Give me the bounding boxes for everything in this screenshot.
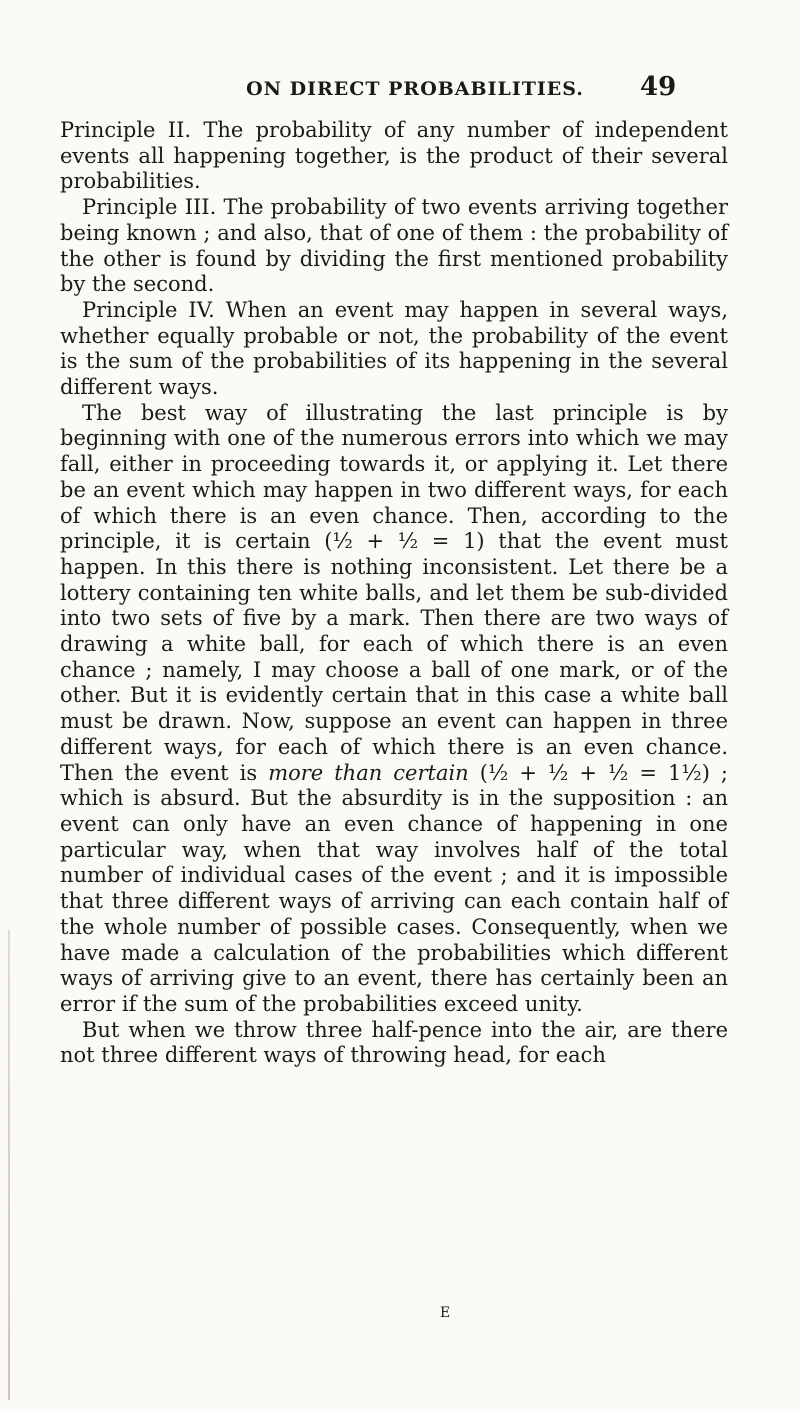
emphasis-more-than-certain: more than certain xyxy=(268,760,469,785)
signature-mark: E xyxy=(440,1305,452,1321)
paragraph-illustration: The best way of illustrating the last principle is by beginning with one of the numerous errors into which we may fall, either in proceeding towards it, or applying it. Let there be an event which may happen in two different ways, for each of which there is an even chance. Then, according to the principle, it is certain (½ + ½ = 1) that the event must happen. In this there is nothing inconsistent. Let there be a lottery containing ten white balls, and let them be sub-divided into two sets of five by a mark. Then there are two ways of drawing a white ball, for each of which there is an even chance ; namely, I may choose a ball of one mark, or of the other. But it is evidently certain that in this case a white ball must be drawn. Now, suppose an event can happen in three different ways, for each of which there is an even chance. Then the event is more than certain (½ + ½ + ½ = 1½) ; which is absurd. But the absurdity is in the supposition : an event can only have an even chance of happening in one particular way, when that way involves half of the total number of individual cases of the event ; and it is impossible that three different ways of arriving can each contain half of the whole number of possible cases. Consequently, when we have made a calculation of the probabilities which different ways of arriving give to an event, there has certainly been an error if the sum of the probabilities exceed unity. xyxy=(60,400,728,1016)
running-title: ON DIRECT PROBABILITIES. xyxy=(246,78,584,100)
paragraph-principle-2: Principle II. The probability of any number of independent events all happening together, is the product of their several probabilities. xyxy=(60,118,728,194)
page-edge-shadow xyxy=(8,930,10,1400)
page-number: 49 xyxy=(640,72,677,102)
paragraph-principle-4: Principle IV. When an event may happen in several ways, whether equally probable or not, the probability of the event is the sum of the probabilities of its happening in the several different ways. xyxy=(60,297,728,400)
paragraph-principle-3: Principle III. The probability of two events arriving together being known ; and also, that of one of them : the probability of the other is found by dividing the first mentioned probability by the second. xyxy=(60,195,728,297)
body-text xyxy=(60,118,728,1069)
paragraph-half-pence: But when we throw three half-pence into the air, are there not three different ways of throwing head, for each xyxy=(60,1017,728,1068)
